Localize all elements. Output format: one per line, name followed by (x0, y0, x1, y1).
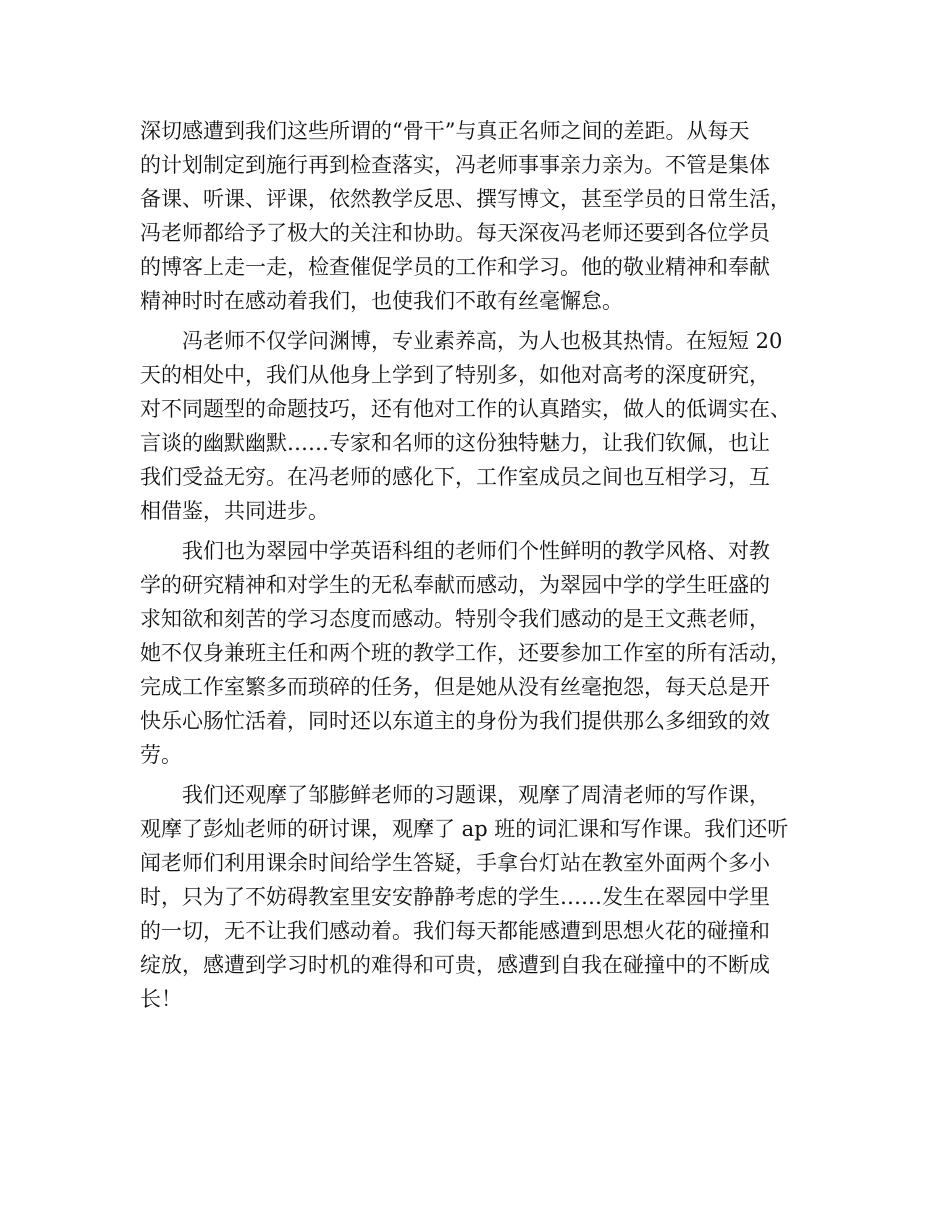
text-line: 绽放，感遭到学习时机的难得和可贵，感遭到自我在碰撞中的不断成 (140, 953, 770, 977)
text-line: 我们也为翠园中学英语科组的老师们个性鲜明的教学风格、对教 (182, 539, 770, 563)
text-line: 的一切，无不让我们感动着。我们每天都能感遭到思想火花的碰撞和 (140, 919, 770, 943)
text-line: 我们受益无穷。在冯老师的感化下，工作室成员之间也互相学习，互 (140, 465, 770, 489)
paragraph (140, 778, 830, 1016)
text-line: 闻老师们利用课余时间给学生答疑，手拿台灯站在教室外面两个多小 (140, 851, 770, 875)
text-line: 我们还观摩了邹膨鲜老师的习题课，观摩了周清老师的写作课， (182, 783, 770, 807)
text-line: 言谈的幽默幽默……专家和名师的这份独特魅力，让我们钦佩，也让 (140, 431, 770, 455)
text-line: 对不同题型的命题技巧，还有他对工作的认真踏实，做人的低调实在、 (140, 397, 791, 421)
text-line: 精神时时在感动着我们，也使我们不敢有丝毫懈怠。 (140, 289, 623, 313)
text-line: 冯老师都给予了极大的关注和协助。每天深夜冯老师还要到各位学员 (140, 221, 770, 245)
text-line: 天的相处中，我们从他身上学到了特别多，如他对高考的深度研究， (140, 363, 770, 387)
text-line: 相借鉴，共同进步。 (140, 499, 329, 523)
text-line: 长！ (140, 987, 182, 1011)
paragraph (140, 534, 830, 772)
text-line: 的博客上走一走，检查催促学员的工作和学习。他的敬业精神和奉献 (140, 255, 770, 279)
text-line: 快乐心肠忙活着，同时还以东道主的身份为我们提供那么多细致的效 (140, 709, 770, 733)
text-line: 深切感遭到我们这些所谓的“骨干”与真正名师之间的差距。从每天 (140, 119, 750, 143)
text-line: 的计划制定到施行再到检查落实，冯老师事事亲力亲为。不管是集体 (140, 153, 770, 177)
text-line: 完成工作室繁多而琐碎的任务，但是她从没有丝毫抱怨，每天总是开 (140, 675, 770, 699)
paragraph (140, 324, 830, 528)
text-line: 她不仅身兼班主任和两个班的教学工作，还要参加工作室的所有活动， (140, 641, 791, 665)
text-line: 观摩了彭灿老师的研讨课，观摩了 ap 班的词汇课和写作课。我们还听 (140, 817, 789, 841)
text-line: 学的研究精神和对学生的无私奉献而感动，为翠园中学的学生旺盛的 (140, 573, 770, 597)
text-line: 冯老师不仅学问渊博，专业素养高，为人也极其热情。在短短 20 (182, 329, 783, 353)
document-body (140, 114, 830, 1022)
paragraph (140, 114, 830, 318)
text-line: 时，只为了不妨碍教室里安安静静考虑的学生……发生在翠园中学里 (140, 885, 770, 909)
text-line: 备课、听课、评课，依然教学反思、撰写博文，甚至学员的日常生活， (140, 187, 791, 211)
text-line: 求知欲和刻苦的学习态度而感动。特别令我们感动的是王文燕老师， (140, 607, 770, 631)
text-line: 劳。 (140, 743, 182, 767)
